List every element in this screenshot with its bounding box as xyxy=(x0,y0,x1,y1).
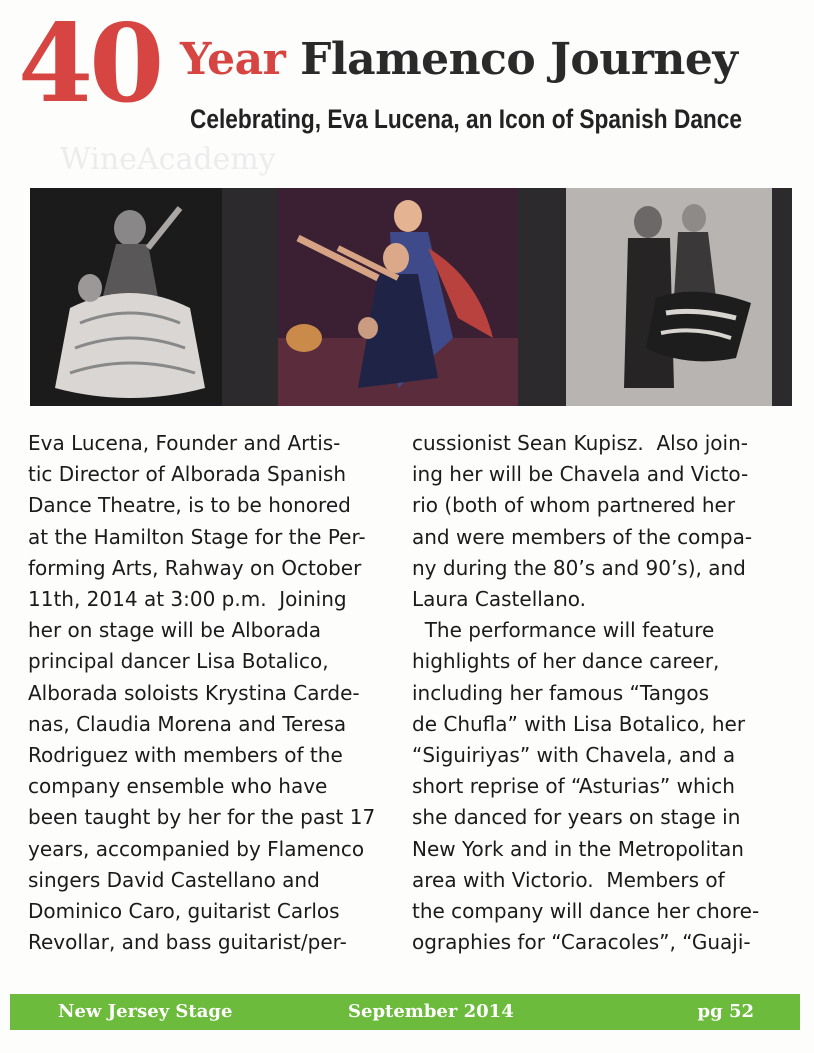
article-line: been taught by her for the past 17 xyxy=(28,805,376,830)
page-footer xyxy=(10,994,800,1030)
article-line: cussionist Sean Kupisz. Also join- xyxy=(412,431,748,455)
article-line: rio (both of whom partnered her xyxy=(412,493,736,518)
article-line: years, accompanied by Flamenco xyxy=(28,836,365,861)
headline-title xyxy=(180,34,738,85)
article-column-right xyxy=(412,428,792,958)
headline-year: Year xyxy=(180,34,286,85)
headline-number: 40 xyxy=(18,1,161,127)
article-line: Dominico Caro, guitarist Carlos xyxy=(28,899,340,924)
article-line: Alborada soloists Krystina Carde- xyxy=(28,680,360,705)
article-line: she danced for years on stage in xyxy=(412,805,741,830)
article-line: ographies for “Caracoles”, “Guaji- xyxy=(412,930,751,955)
article-line: area with Victorio. Members of xyxy=(412,867,725,892)
article-line: company ensemble who have xyxy=(28,774,328,799)
article-line: highlights of her dance career, xyxy=(412,649,720,674)
article-line: ing her will be Chavela and Victo- xyxy=(412,462,749,487)
article-line: forming Arts, Rahway on October xyxy=(28,555,362,580)
article-line: Dance Theatre, is to be honored xyxy=(28,493,351,518)
article-line: New York and in the Metropolitan xyxy=(412,836,744,861)
article-line: “Siguiriyas” with Chavela, and a xyxy=(412,743,736,768)
article-line: 11th, 2014 at 3:00 p.m. Joining xyxy=(28,587,347,612)
flamenco-duo-with-guitarist-photo xyxy=(278,188,518,406)
article-header xyxy=(0,0,814,177)
footer-publication: New Jersey Stage xyxy=(58,1001,233,1022)
article-line: her on stage will be Alborada xyxy=(28,618,322,643)
footer-date: September 2014 xyxy=(348,1001,514,1022)
article-line: the company will dance her chore- xyxy=(412,899,760,924)
article-line: nas, Claudia Morena and Teresa xyxy=(28,711,347,736)
article-line: Rodriguez with members of the xyxy=(28,743,343,768)
article-line: Revollar, and bass guitarist/per- xyxy=(28,930,347,955)
article-line: Laura Castellano. xyxy=(412,587,586,612)
article-line: tic Director of Alborada Spanish xyxy=(28,462,347,487)
bleed-through-text: WineAcademy xyxy=(60,142,276,177)
article-line: ny during the 80’s and 90’s), and xyxy=(412,555,746,580)
article-line: short reprise of “Asturias” which xyxy=(412,774,735,799)
article-line: principal dancer Lisa Botalico, xyxy=(28,649,329,674)
flamenco-partners-photo xyxy=(566,188,772,406)
photo-strip xyxy=(30,188,792,406)
flamenco-dancer-photo xyxy=(30,188,222,406)
article-line: Eva Lucena, Founder and Artis- xyxy=(28,431,341,455)
article-line: and were members of the compa- xyxy=(412,524,753,549)
article-line: singers David Castellano and xyxy=(28,867,320,892)
footer-page-number: pg 52 xyxy=(697,1001,754,1022)
article-line: at the Hamilton Stage for the Per- xyxy=(28,524,366,549)
article-column-left xyxy=(28,428,408,958)
headline-subtitle: Celebrating, Eva Lucena, an Icon of Spanish Dance xyxy=(190,104,743,134)
article-line: The performance will feature xyxy=(412,618,715,643)
headline-rest: Flamenco Journey xyxy=(300,34,738,85)
article-line: including her famous “Tangos xyxy=(412,680,710,705)
article-line: de Chufla” with Lisa Botalico, her xyxy=(412,711,746,736)
